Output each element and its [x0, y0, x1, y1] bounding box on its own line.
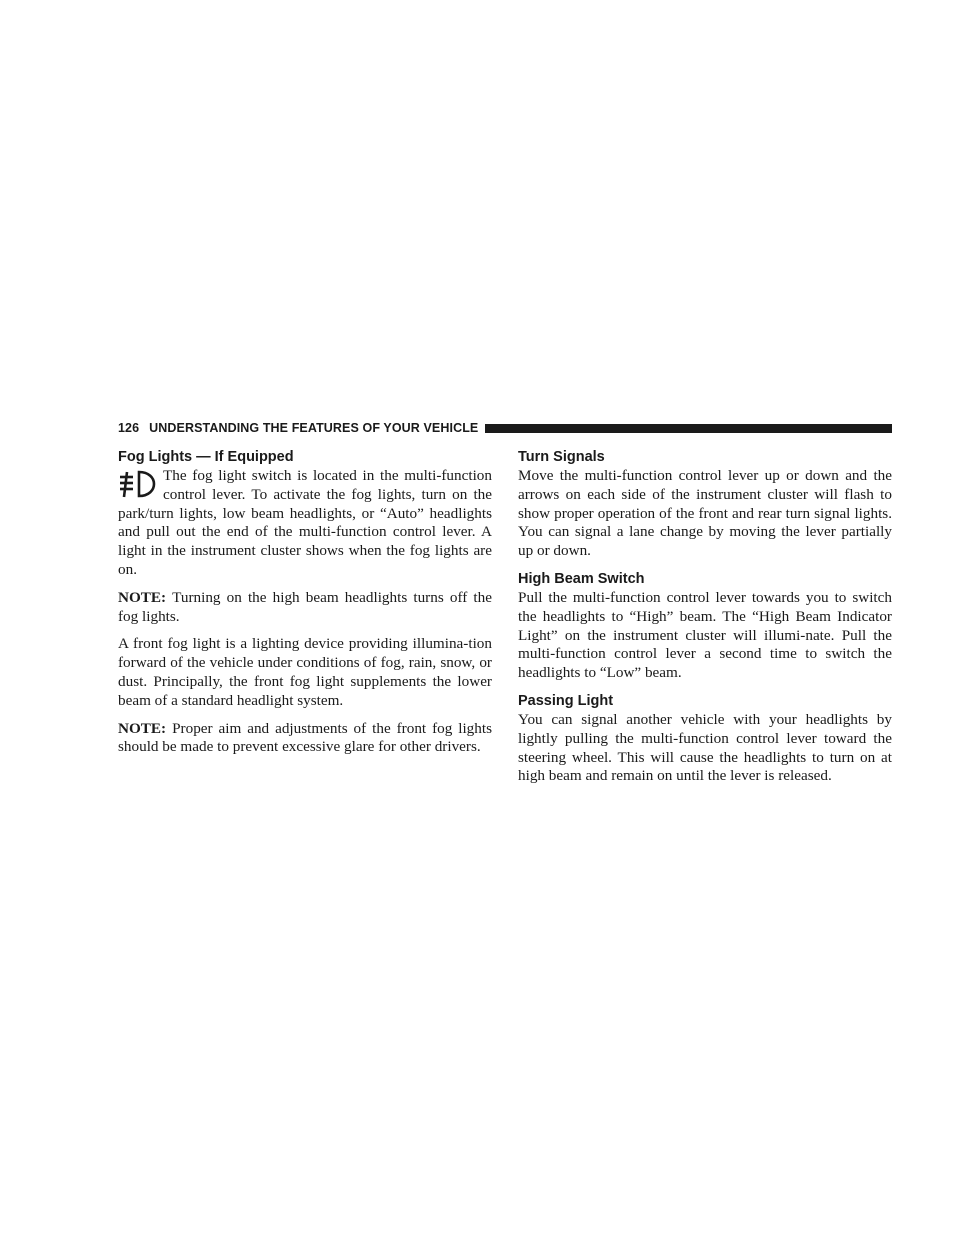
note-text: Turning on the high beam headlights turns off the fog lights.	[118, 588, 492, 625]
fog-lights-section	[118, 467, 492, 580]
passing-light-body: You can signal another vehicle with your headlights by lightly pulling the multi-function control lever toward the steering wheel. This will cause the headlights to turn on at high beam and remain on until the lever is released.	[518, 710, 892, 785]
page-number: 126	[118, 421, 140, 435]
note-fog-high-beam	[118, 589, 492, 627]
right-column	[518, 448, 892, 786]
high-beam-body: Pull the multi-function control lever towards you to switch the headlights to “High” beam. The “High Beam Indicator Light” on the instrument cluster will illumi-nate. Pull the multi-function control lever a second time to switch the headlights to “Low” beam.	[518, 588, 892, 682]
turn-signals-heading: Turn Signals	[518, 449, 605, 465]
note-label: NOTE:	[118, 719, 167, 737]
passing-light-heading: Passing Light	[518, 692, 614, 709]
fog-light-icon	[118, 468, 158, 500]
section-title: UNDERSTANDING THE FEATURES OF YOUR VEHICLE	[149, 421, 479, 435]
header-rule	[485, 424, 892, 433]
fog-lights-body: The fog light switch is located in the multi-function control lever. To activate the fog lights, turn on the park/turn lights, low beam headlights, or “Auto” headlights and pull out the end of the multi-function control lever. A light in the instrument cluster shows when the fog lights are on.	[118, 467, 492, 578]
note-text: Proper aim and adjustments of the front fog lights should be made to prevent excessive glare for other drivers.	[118, 719, 492, 756]
note-fog-aim	[118, 720, 492, 758]
fog-lights-heading: Fog Lights — If Equipped	[118, 449, 294, 465]
high-beam-heading: High Beam Switch	[518, 570, 645, 587]
page-header	[118, 420, 892, 436]
note-label: NOTE:	[118, 588, 167, 606]
fog-light-description: A front fog light is a lighting device providing illumina-tion forward of the vehicle under conditions of fog, rain, snow, or dust. Principally, the front fog light supplements the lower beam of a standard headlight system.	[118, 635, 492, 709]
turn-signals-body: Move the multi-function control lever up or down and the arrows on each side of the instrument cluster will flash to show proper operation of the front and rear turn signal lights. You can signal a lane change by moving the lever partially up or down.	[518, 467, 892, 560]
left-column	[118, 448, 492, 757]
